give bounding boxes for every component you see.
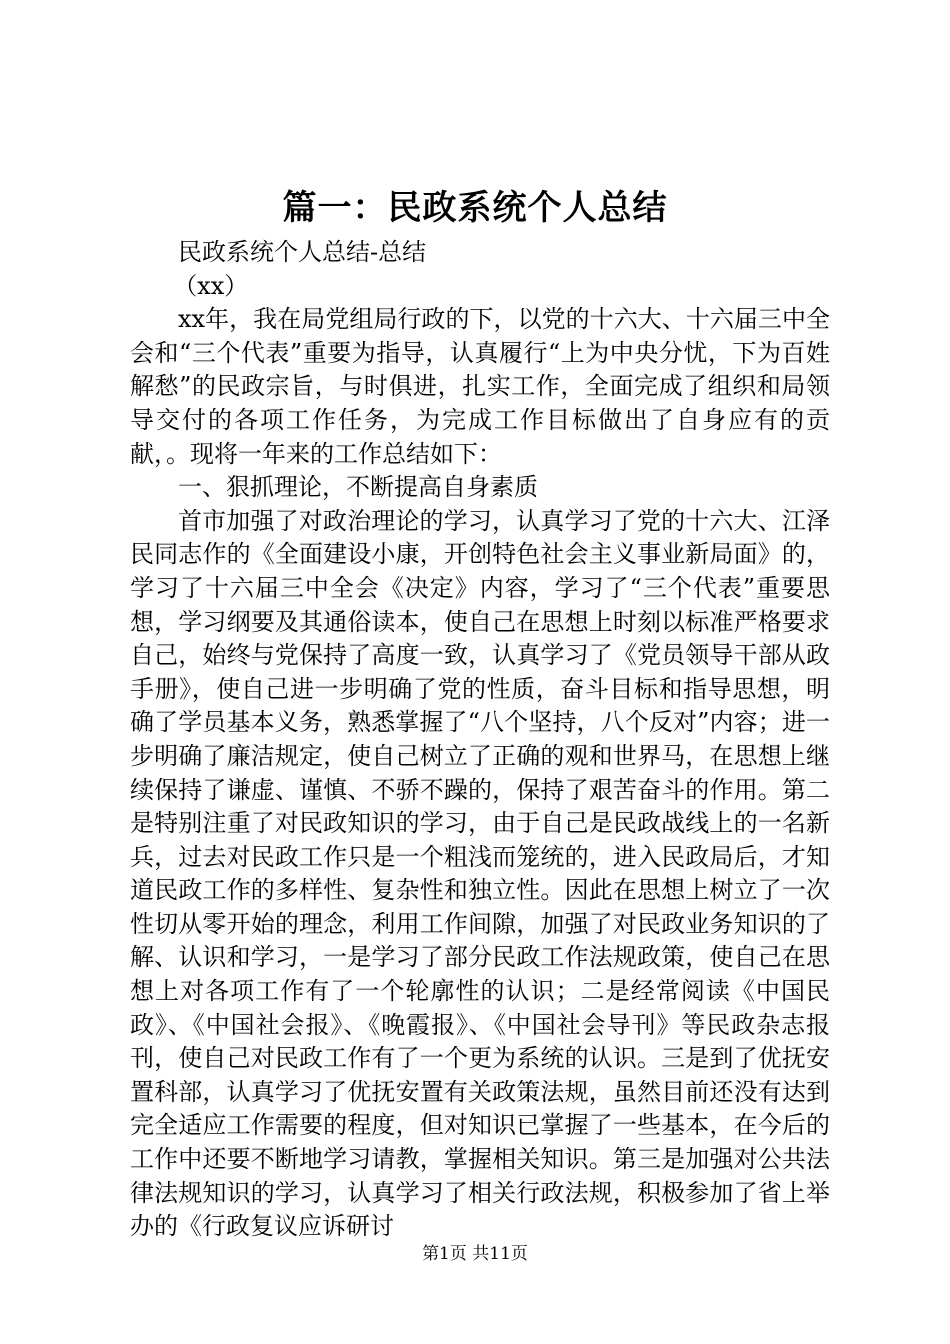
year-line: （xx） (173, 271, 249, 300)
page-number: 第1页 共11页 (422, 1244, 528, 1264)
section-heading: 一、狠抓理论，不断提高自身素质 (178, 473, 538, 502)
subtitle-line: 民政系统个人总结-总结 (178, 238, 427, 266)
intro-paragraph: xx年，我在局党组局行政的下，以党的十六大、十六届三中全会和“三个代表”重要为指导，认真履行“上为中央分忧，下为百姓解愁”的民政宗旨，与时俱进，扎实工作，全面完成了组织和局领导交付的各项工作任务，为完成工作目标做出了自身应有的贡献，。现将一年来的工作总结如下： (130, 305, 830, 468)
document-body (130, 236, 830, 1244)
body-paragraph: 首市加强了对政治理论的学习，认真学习了党的十六大、江泽民同志作的《全面建设小康，开创特色社会主义事业新局面》的，学习了十六届三中全会《决定》内容，学习了“三个代表”重要思想，学习纲要及其通俗读本，使自己在思想上时刻以标准严格要求自己，始终与党保持了高度一致，认真学习了《党员领导干部从政手册》，使自己进一步明确了党的性质，奋斗目标和指导思想，明确了学员基本义务，熟悉掌握了“八个坚持，八个反对”内容；进一步明确了廉洁规定，使自己树立了正确的观和世界马，在思想上继续保持了谦虚、谨慎、不骄不躁的，保持了艰苦奋斗的作用。第二是特别注重了对民政知识的学习，由于自己是民政战线上的一名新兵，过去对民政工作只是一个粗浅而笼统的，进入民政局后，才知道民政工作的多样性、复杂性和独立性。因此在思想上树立了一次性切从零开始的理念，利用工作间隙，加强了对民政业务知识的了解、认识和学习，一是学习了部分民政工作法规政策，使自己在思想上对各项工作有了一个轮廓性的认识；二是经常阅读《中国民政》、《中国社会报》、《晚霞报》、《中国社会导刊》等民政杂志报刊，使自己对民政工作有了一个更为系统的认识。三是到了优抚安置科部，认真学习了优抚安置有关政策法规，虽然目前还没有达到完全适应工作需要的程度，但对知识已掌握了一些基本，在今后的工作中还要不断地学习请教，掌握相关知识。第三是加强对公共法律法规知识的学习，认真学习了相关行政法规，积极参加了省上举办的《行政复议应诉研讨 (130, 506, 830, 1241)
document-title: 篇一：民政系统个人总结 (282, 188, 668, 228)
